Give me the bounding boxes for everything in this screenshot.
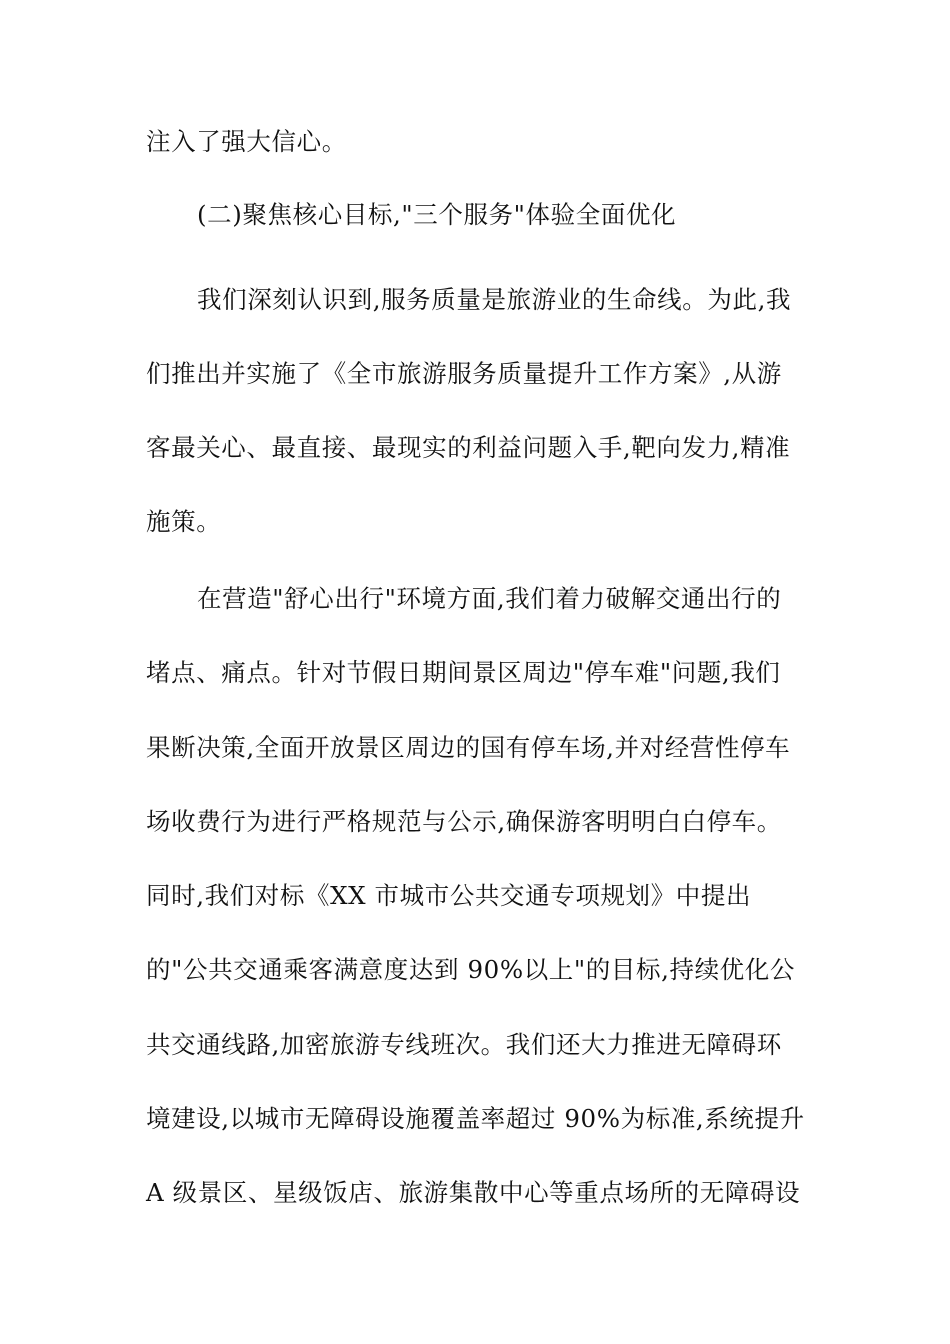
- paragraph-line-8: 堵点、痛点。针对节假日期间景区周边"停车难"问题,我们: [146, 658, 781, 687]
- paragraph-line-9: 果断决策,全面开放景区周边的国有停车场,并对经营性停车: [146, 733, 791, 762]
- paragraph-line-15: A 级景区、星级饭店、旅游集散中心等重点场所的无障碍设: [146, 1178, 801, 1207]
- paragraph-line-6: 施策。: [146, 507, 222, 536]
- paragraph-line-10: 场收费行为进行严格规范与公示,确保游客明明白白停车。: [146, 807, 782, 836]
- paragraph-line-14: 境建设,以城市无障碍设施覆盖率超过 90%为标准,系统提升: [146, 1104, 805, 1133]
- paragraph-line-3: 我们深刻认识到,服务质量是旅游业的生命线。为此,我: [197, 285, 792, 314]
- section-heading: (二)聚焦核心目标,"三个服务"体验全面优化: [197, 200, 677, 229]
- paragraph-line-7: 在营造"舒心出行"环境方面,我们着力破解交通出行的: [197, 584, 782, 613]
- paragraph-line-4: 们推出并实施了《全市旅游服务质量提升工作方案》,从游: [146, 359, 782, 388]
- paragraph-line-13: 共交通线路,加密旅游专线班次。我们还大力推进无障碍环: [146, 1030, 782, 1059]
- paragraph-line-11: 同时,我们对标《XX 市城市公共交通专项规划》中提出: [146, 881, 752, 910]
- paragraph-line-1: 注入了强大信心。: [146, 127, 347, 156]
- paragraph-line-5: 客最关心、最直接、最现实的利益问题入手,靶向发力,精准: [146, 433, 791, 462]
- paragraph-line-12: 的"公共交通乘客满意度达到 90%以上"的目标,持续优化公: [146, 955, 795, 984]
